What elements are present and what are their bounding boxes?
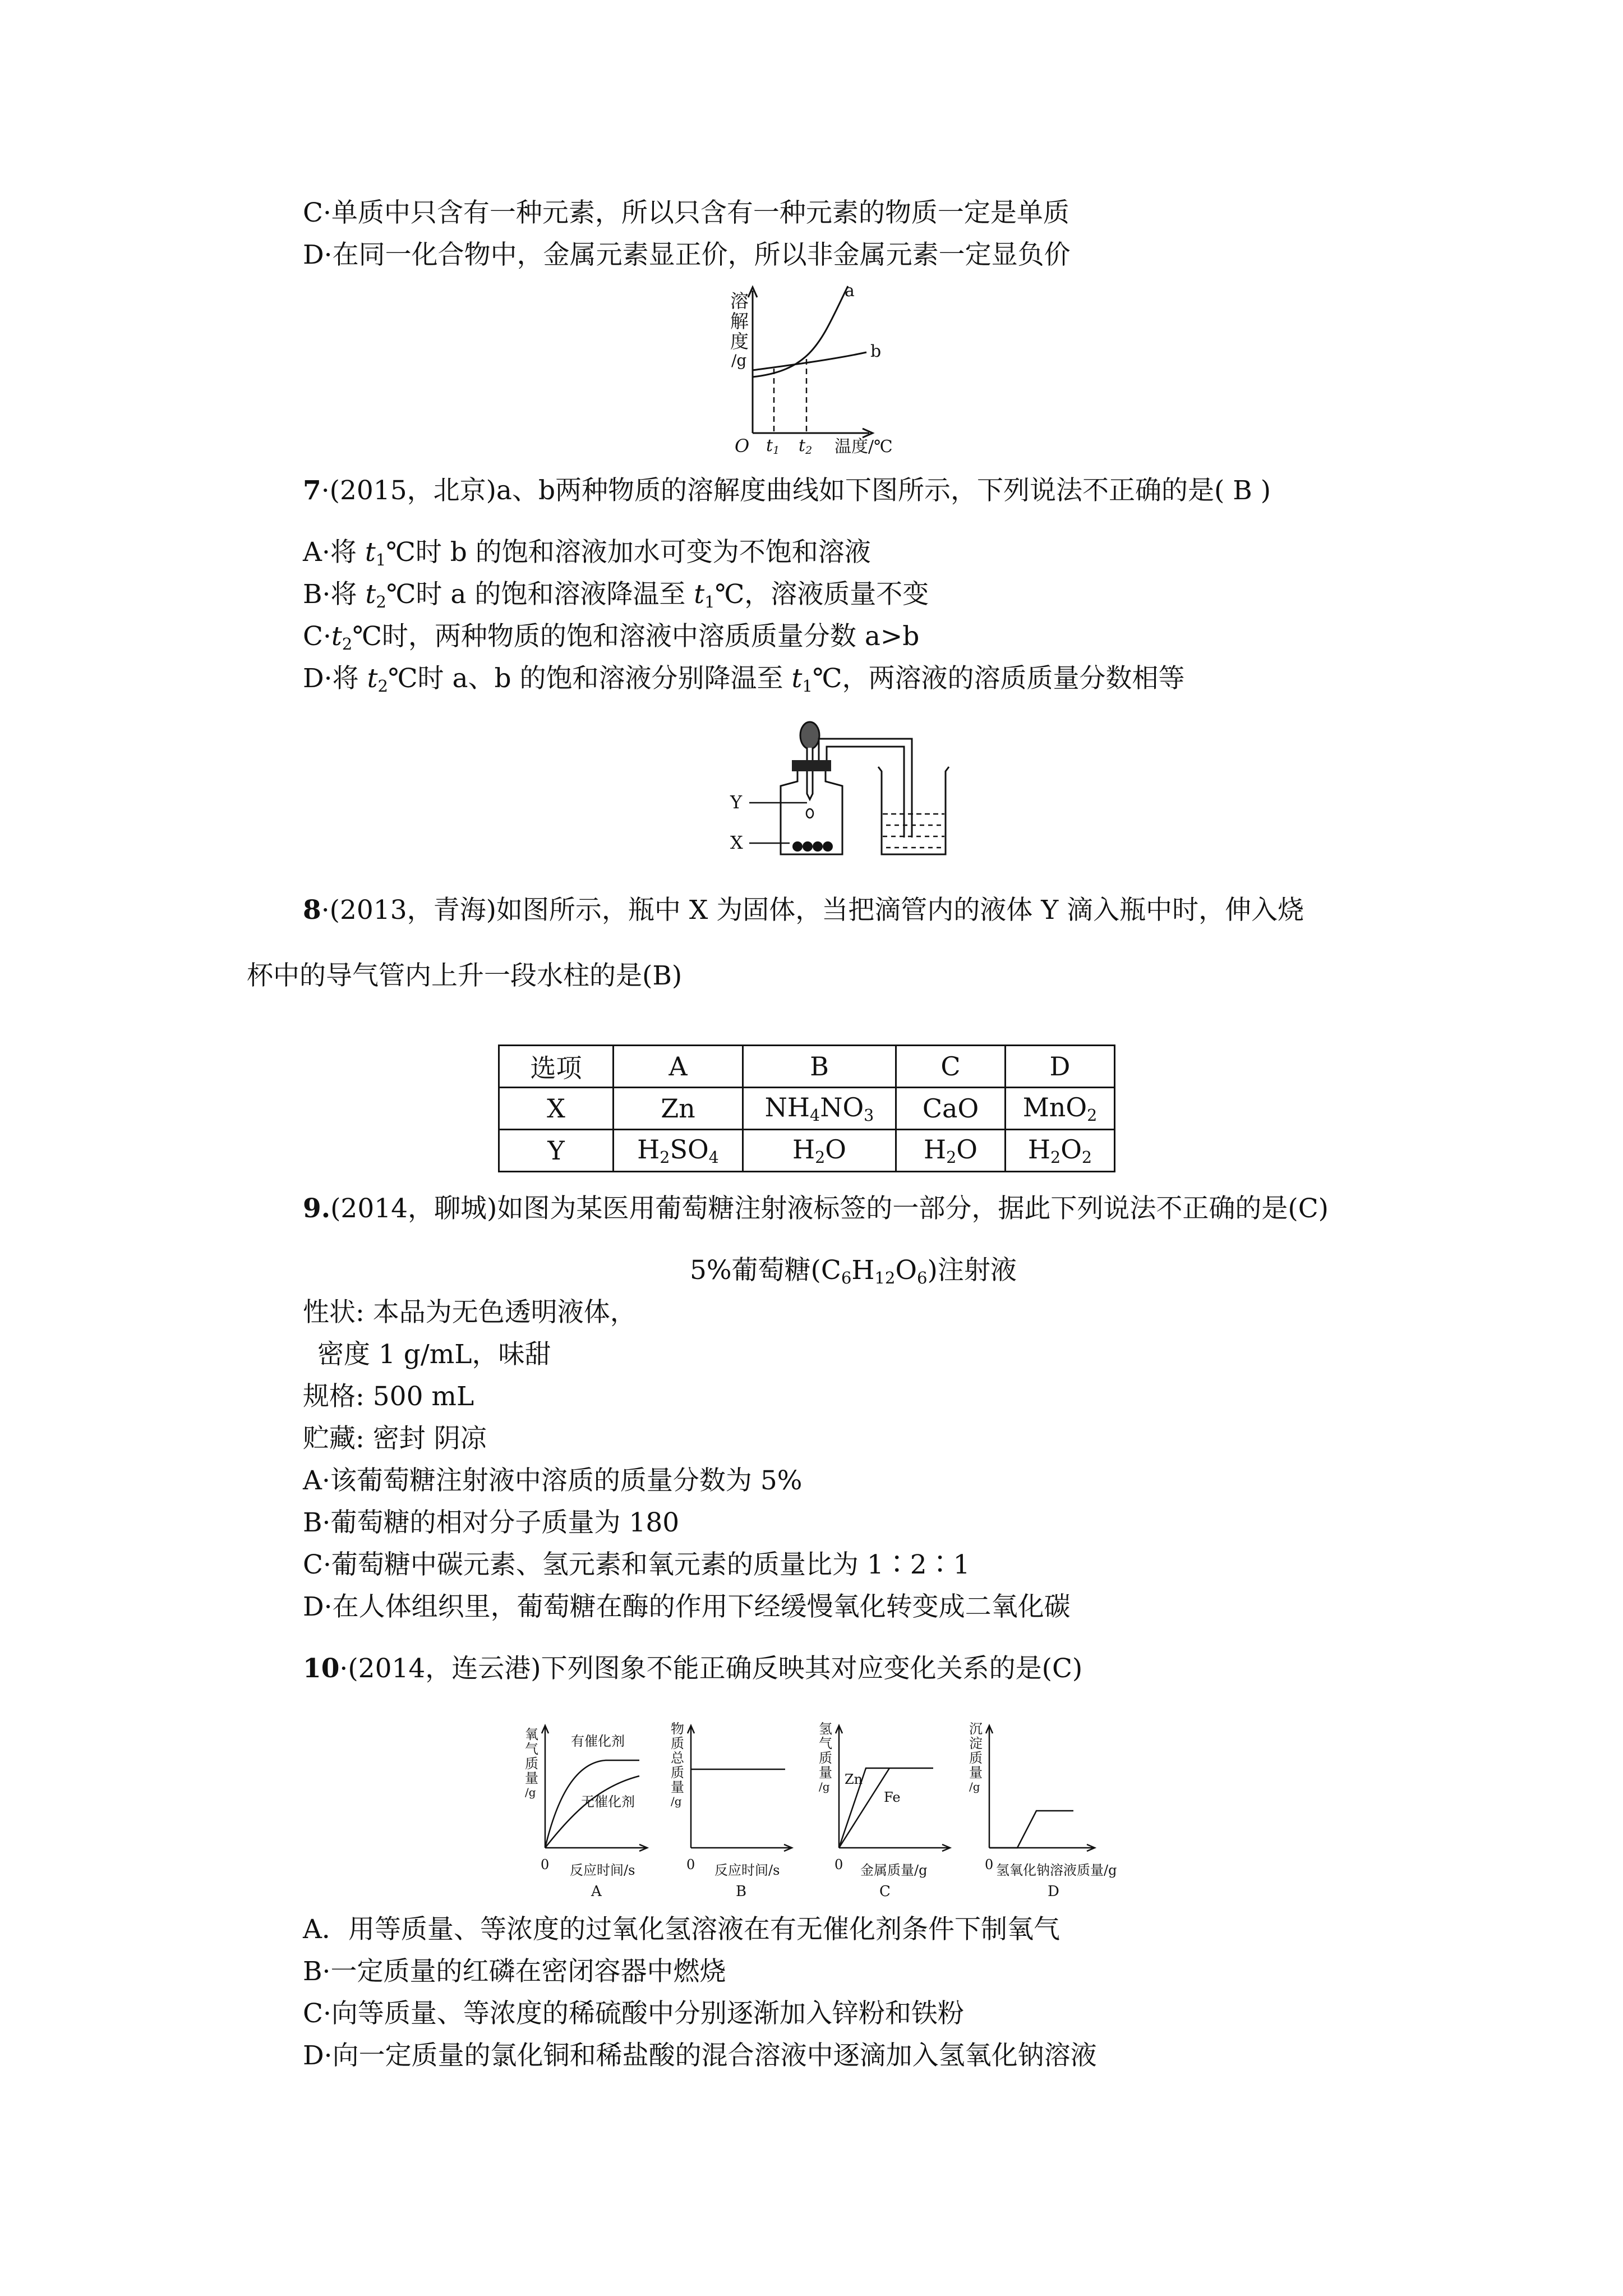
svg-text:解: 解 xyxy=(730,310,749,332)
table-row: 选项 A B C D xyxy=(499,1046,1115,1088)
svg-text:气: 气 xyxy=(525,1741,538,1757)
svg-text:质: 质 xyxy=(969,1750,983,1766)
graph-a-tag: A xyxy=(591,1883,602,1900)
dropper-bulb xyxy=(800,722,819,749)
question-7-option-b: B·将 $t_2℃$时 a 的饱和溶液降温至 $t_1℃$，溶液质量不变 xyxy=(303,579,929,612)
svg-text:/g: /g xyxy=(969,1780,980,1793)
curve-a-label: a xyxy=(845,281,855,301)
svg-text:0: 0 xyxy=(985,1857,994,1872)
dropper-tube xyxy=(807,748,813,799)
drop xyxy=(806,809,813,818)
question-7-option-c: $C\cdot t_2℃$时，两种物质的饱和溶液中溶质质量分数 a>b xyxy=(303,621,920,654)
svg-text:/g: /g xyxy=(671,1795,682,1808)
graph-c-xlabel: 金属质量/g xyxy=(860,1862,928,1878)
curve-b-label: b xyxy=(870,342,882,361)
svg-text:量: 量 xyxy=(671,1779,684,1795)
graph-b xyxy=(688,1726,792,1851)
question-7-stem: 7·(2015，北京)a、b两种物质的溶解度曲线如下图所示，下列说法不正确的是( B ) xyxy=(303,475,1271,506)
graph-c-tag: C xyxy=(879,1883,891,1900)
graph-a-ylabel xyxy=(525,1727,538,1799)
svg-text:0: 0 xyxy=(686,1857,695,1872)
solid-x xyxy=(792,841,833,852)
line-precipitate xyxy=(989,1811,1073,1848)
svg-text:度: 度 xyxy=(730,330,749,352)
label-title: 5%葡萄糖$(C_6H_{12}O_6)$注射液 xyxy=(690,1255,1017,1288)
svg-text:质: 质 xyxy=(819,1750,832,1766)
question-10-option-d: D·向一定质量的氯化铜和稀盐酸的混合溶液中逐滴加入氢氧化钠溶液 xyxy=(303,2040,1097,2071)
label-no-catalyst: 无催化剂 xyxy=(581,1794,635,1810)
graph-a-xlabel: 反应时间/s xyxy=(570,1862,635,1878)
question-8-stem-line1: 8·(2013，青海)如图所示，瓶中 X 为固体，当把滴管内的液体 Y 滴入瓶中时，伸入烧 xyxy=(303,895,1304,926)
label-x: X xyxy=(730,832,743,853)
y-axis xyxy=(748,287,757,433)
table-row: X Zn $NH_4NO_3$ CaO MnO$_2$ xyxy=(499,1088,1115,1130)
svg-text:物: 物 xyxy=(671,1721,684,1737)
label-storage: 贮藏: 密封 阴凉 xyxy=(303,1423,487,1454)
svg-text:气: 气 xyxy=(819,1736,832,1751)
question-9-option-d: D·在人体组织里，葡萄糖在酶的作用下经缓慢氧化转变成二氧化碳 xyxy=(303,1591,1071,1622)
graph-b-tag: B xyxy=(736,1883,747,1900)
stopper xyxy=(792,760,831,771)
question-8-stem-line2: 杯中的导气管内上升一段水柱的是(B) xyxy=(247,960,683,991)
svg-text:量: 量 xyxy=(819,1765,832,1780)
svg-text:溶: 溶 xyxy=(730,290,749,312)
table-row: Y $H_2SO_4$ $H_2O$ $H_2O$ $H_2O_2$ xyxy=(499,1130,1115,1172)
x-axis-label: 温度/℃ xyxy=(834,437,893,454)
svg-text:质: 质 xyxy=(525,1756,538,1772)
origin-label: O xyxy=(735,435,750,454)
y-axis-label xyxy=(730,290,749,370)
solubility-curve-figure xyxy=(729,280,953,454)
question-9-option-c: C·葡萄糖中碳元素、氢元素和氧元素的质量比为 1∶2∶1 xyxy=(303,1549,970,1580)
label-spec: 规格: 500 mL xyxy=(303,1381,474,1412)
question-10-option-b: B·一定质量的红磷在密闭容器中燃烧 xyxy=(303,1956,726,1987)
question-10-option-c: C·向等质量、等浓度的稀硫酸中分别逐渐加入锌粉和铁粉 xyxy=(303,1998,964,2029)
svg-text:质: 质 xyxy=(671,1736,684,1751)
svg-text:/g: /g xyxy=(525,1786,536,1799)
svg-text:淀: 淀 xyxy=(969,1736,983,1751)
graph-b-ylabel xyxy=(671,1721,685,1808)
svg-text:/g: /g xyxy=(819,1780,830,1793)
curve-b xyxy=(753,352,866,370)
t2-label: t2 xyxy=(799,436,813,454)
svg-text:总: 总 xyxy=(671,1750,684,1766)
question-7-option-a: A·将 $t_1℃$时 b 的饱和溶液加水可变为不饱和溶液 xyxy=(303,537,871,570)
prev-option-d: D·在同一化合物中，金属元素显正价，所以非金属元素一定显负价 xyxy=(303,240,1071,270)
svg-text:质: 质 xyxy=(671,1765,684,1780)
label-catalyst: 有催化剂 xyxy=(571,1733,625,1749)
question-9-stem: 9.(2014，聊城)如图为某医用葡萄糖注射液标签的一部分，据此下列说法不正确的是(C) xyxy=(303,1193,1329,1224)
question-10-stem: 10·(2014，连云港)下列图象不能正确反映其对应变化关系的是(C) xyxy=(303,1653,1083,1684)
question-7-option-d: D·将 $t_2℃$时 a、b 的饱和溶液分别降温至 $t_1℃$，两溶液的溶质质量分数相等 xyxy=(303,663,1185,696)
question-10-option-a: A．用等质量、等浓度的过氧化氢溶液在有无催化剂条件下制氧气 xyxy=(303,1914,1060,1945)
options-table xyxy=(498,1045,1115,1172)
label-fe: Fe xyxy=(884,1789,901,1805)
graph-c-ylabel xyxy=(819,1721,832,1793)
svg-text:沉: 沉 xyxy=(969,1721,983,1737)
graph-d-ylabel xyxy=(969,1721,983,1793)
question-9-option-b: B·葡萄糖的相对分子质量为 180 xyxy=(303,1507,680,1538)
graph-c xyxy=(836,1726,950,1851)
beaker xyxy=(878,767,949,854)
prev-option-c: C·单质中只含有一种元素，所以只含有一种元素的物质一定是单质 xyxy=(303,197,1069,228)
graphs-figure xyxy=(522,1717,1161,1902)
label-density: 密度 1 g/mL，味甜 xyxy=(317,1339,551,1370)
svg-text:氧: 氧 xyxy=(525,1727,538,1742)
label-property: 性状: 本品为无色透明液体， xyxy=(303,1297,637,1328)
svg-text:氢: 氢 xyxy=(819,1721,832,1737)
t1-label: t1 xyxy=(766,436,780,454)
apparatus-figure xyxy=(729,715,965,861)
graph-d-tag: D xyxy=(1048,1883,1059,1900)
graph-b-xlabel: 反应时间/s xyxy=(714,1862,780,1878)
curve-no-catalyst xyxy=(545,1776,639,1848)
graph-d xyxy=(986,1726,1095,1851)
svg-text:量: 量 xyxy=(525,1770,538,1786)
graph-d-xlabel: 氢氧化钠溶液质量/g xyxy=(996,1862,1117,1878)
svg-text:0: 0 xyxy=(541,1857,550,1872)
label-y: Y xyxy=(730,792,743,813)
question-9-option-a: A·该葡萄糖注射液中溶质的质量分数为 5% xyxy=(303,1465,803,1496)
svg-text:量: 量 xyxy=(969,1765,983,1780)
label-zn: Zn xyxy=(845,1772,863,1787)
gas-tube xyxy=(819,739,912,838)
svg-text:/g: /g xyxy=(731,351,747,370)
svg-text:0: 0 xyxy=(834,1857,843,1872)
